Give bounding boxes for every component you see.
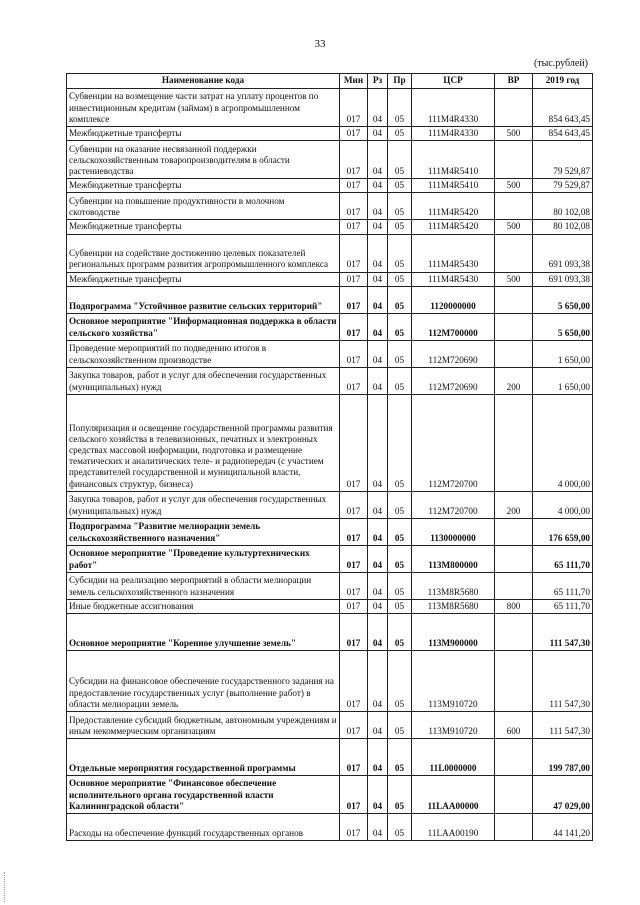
- cell-vr: [495, 518, 533, 545]
- cell-min: 017: [340, 286, 368, 313]
- cell-pr: 05: [388, 614, 412, 651]
- cell-min: 017: [340, 234, 368, 272]
- cell-csr: 111M4R5430: [412, 272, 495, 286]
- cell-vr: [495, 651, 533, 712]
- cell-rz: 04: [368, 272, 388, 286]
- cell-min: 017: [340, 651, 368, 712]
- cell-csr: 1120000000: [412, 286, 495, 313]
- table-row: [67, 545, 593, 572]
- cell-min: 017: [340, 193, 368, 220]
- cell-pr: 05: [388, 545, 412, 572]
- cell-amount: 44 141,20: [533, 814, 593, 841]
- table-row: [67, 614, 593, 651]
- cell-vr: 600: [495, 712, 533, 739]
- cell-rz: 04: [368, 179, 388, 193]
- table-row: [67, 340, 593, 367]
- cell-rz: 04: [368, 545, 388, 572]
- header-vr: ВР: [495, 74, 533, 89]
- cell-min: 017: [340, 179, 368, 193]
- cell-csr: 113M910720: [412, 651, 495, 712]
- cell-rz: 04: [368, 712, 388, 739]
- table-row: [67, 234, 593, 272]
- cell-pr: 05: [388, 394, 412, 491]
- cell-pr: 05: [388, 572, 412, 599]
- cell-vr: 800: [495, 599, 533, 613]
- cell-rz: 04: [368, 141, 388, 179]
- table-row: [67, 712, 593, 739]
- cell-min: 017: [340, 814, 368, 841]
- cell-amount: 65 111,70: [533, 572, 593, 599]
- cell-vr: [495, 340, 533, 367]
- cell-min: 017: [340, 340, 368, 367]
- cell-csr: 11LAA00000: [412, 776, 495, 814]
- cell-pr: 05: [388, 739, 412, 776]
- cell-rz: 04: [368, 127, 388, 141]
- cell-rz: 04: [368, 286, 388, 313]
- table-row: [67, 518, 593, 545]
- cell-min: 017: [340, 141, 368, 179]
- table-row: [67, 127, 593, 141]
- cell-csr: 11L0000000: [412, 739, 495, 776]
- cell-pr: 05: [388, 89, 412, 127]
- cell-rz: 04: [368, 814, 388, 841]
- cell-csr: 113M800000: [412, 545, 495, 572]
- table-row: [67, 776, 593, 814]
- cell-pr: 05: [388, 220, 412, 234]
- cell-csr: 111M4R4330: [412, 127, 495, 141]
- table-row: [67, 141, 593, 179]
- cell-rz: 04: [368, 89, 388, 127]
- cell-amount: 1 650,00: [533, 367, 593, 394]
- cell-amount: 5 650,00: [533, 286, 593, 313]
- cell-csr: 113M910720: [412, 712, 495, 739]
- cell-vr: [495, 141, 533, 179]
- table-row: [67, 651, 593, 712]
- header-csr: ЦСР: [412, 74, 495, 89]
- cell-csr: 113M8R5680: [412, 572, 495, 599]
- cell-vr: 200: [495, 367, 533, 394]
- budget-table: [66, 73, 593, 841]
- cell-vr: 200: [495, 491, 533, 518]
- cell-name: Межбюджетные трансферты: [67, 179, 340, 193]
- cell-min: 017: [340, 614, 368, 651]
- cell-pr: 05: [388, 651, 412, 712]
- cell-amount: 4 000,00: [533, 394, 593, 491]
- cell-min: 017: [340, 367, 368, 394]
- cell-min: 017: [340, 272, 368, 286]
- cell-csr: 111M4R5430: [412, 234, 495, 272]
- cell-amount: 80 102,08: [533, 220, 593, 234]
- cell-amount: 1 650,00: [533, 340, 593, 367]
- cell-rz: 04: [368, 340, 388, 367]
- table-row: [67, 599, 593, 613]
- cell-rz: 04: [368, 614, 388, 651]
- table-row: [67, 572, 593, 599]
- cell-min: 017: [340, 127, 368, 141]
- cell-min: 017: [340, 739, 368, 776]
- cell-csr: 11LAA00190: [412, 814, 495, 841]
- cell-name: Закупка товаров, работ и услуг для обеспечения государственных (муниципальных) нужд: [67, 367, 340, 394]
- page-number: 33: [314, 38, 326, 50]
- cell-name: Подпрограмма "Устойчивое развитие сельских территорий": [67, 286, 340, 313]
- cell-pr: 05: [388, 491, 412, 518]
- cell-csr: 113M900000: [412, 614, 495, 651]
- cell-amount: 691 093,38: [533, 234, 593, 272]
- cell-rz: 04: [368, 651, 388, 712]
- cell-csr: 111M4R5410: [412, 141, 495, 179]
- cell-name: Предоставление субсидий бюджетным, автономным учреждениям и иным некоммерческим организациям: [67, 712, 340, 739]
- cell-csr: 113M8R5680: [412, 599, 495, 613]
- cell-name: Субвенции на повышение продуктивности в молочном скотоводстве: [67, 193, 340, 220]
- scan-margin-marks: [4, 872, 7, 902]
- cell-csr: 112M720700: [412, 491, 495, 518]
- cell-vr: 500: [495, 179, 533, 193]
- cell-csr: 111M4R5420: [412, 193, 495, 220]
- cell-vr: 500: [495, 272, 533, 286]
- cell-vr: [495, 313, 533, 340]
- cell-pr: 05: [388, 712, 412, 739]
- cell-rz: 04: [368, 739, 388, 776]
- table-row: [67, 394, 593, 491]
- cell-pr: 05: [388, 814, 412, 841]
- cell-amount: 176 659,00: [533, 518, 593, 545]
- cell-rz: 04: [368, 367, 388, 394]
- cell-name: Закупка товаров, работ и услуг для обеспечения государственных (муниципальных) нужд: [67, 491, 340, 518]
- cell-pr: 05: [388, 179, 412, 193]
- cell-min: 017: [340, 89, 368, 127]
- cell-name: Основное мероприятие "Финансовое обеспечение исполнительного органа государственной власти Калининградской области": [67, 776, 340, 814]
- cell-pr: 05: [388, 313, 412, 340]
- cell-min: 017: [340, 572, 368, 599]
- cell-csr: 111M4R5410: [412, 179, 495, 193]
- cell-pr: 05: [388, 272, 412, 286]
- cell-csr: 112M700000: [412, 313, 495, 340]
- cell-pr: 05: [388, 234, 412, 272]
- cell-name: Проведение мероприятий по подведению итогов в сельскохозяйственном производстве: [67, 340, 340, 367]
- cell-name: Отдельные мероприятия государственной программы: [67, 739, 340, 776]
- cell-amount: 79 529,87: [533, 179, 593, 193]
- cell-amount: 4 000,00: [533, 491, 593, 518]
- cell-pr: 05: [388, 127, 412, 141]
- cell-rz: 04: [368, 234, 388, 272]
- cell-min: 017: [340, 599, 368, 613]
- cell-rz: 04: [368, 572, 388, 599]
- cell-rz: 04: [368, 776, 388, 814]
- cell-name: Основное мероприятие "Коренное улучшение земель": [67, 614, 340, 651]
- cell-pr: 05: [388, 141, 412, 179]
- table-row: [67, 89, 593, 127]
- cell-min: 017: [340, 545, 368, 572]
- cell-min: 017: [340, 220, 368, 234]
- cell-pr: 05: [388, 599, 412, 613]
- table-row: [67, 286, 593, 313]
- cell-name: Субвенции на возмещение части затрат на уплату процентов по инвестиционным кредитам (займам) в агропромышленном комплексе: [67, 89, 340, 127]
- cell-vr: [495, 814, 533, 841]
- cell-csr: 112M720690: [412, 340, 495, 367]
- cell-vr: [495, 286, 533, 313]
- cell-pr: 05: [388, 367, 412, 394]
- table-row: [67, 814, 593, 841]
- cell-vr: 500: [495, 127, 533, 141]
- cell-name: Субсидии на финансовое обеспечение государственного задания на предоставление государственных услуг (выполнение работ) в области мелиорации земель: [67, 651, 340, 712]
- table-row: [67, 220, 593, 234]
- cell-name: Межбюджетные трансферты: [67, 272, 340, 286]
- cell-rz: 04: [368, 394, 388, 491]
- cell-amount: 5 650,00: [533, 313, 593, 340]
- header-rz: Рз: [368, 74, 388, 89]
- cell-min: 017: [340, 394, 368, 491]
- cell-pr: 05: [388, 518, 412, 545]
- cell-name: Подпрограмма "Развитие мелиорации земель сельскохозяйственного назначения": [67, 518, 340, 545]
- cell-vr: [495, 739, 533, 776]
- table-row: [67, 739, 593, 776]
- cell-vr: [495, 572, 533, 599]
- cell-amount: 65 111,70: [533, 599, 593, 613]
- cell-amount: 80 102,08: [533, 193, 593, 220]
- cell-rz: 04: [368, 193, 388, 220]
- cell-name: Субвенции на оказание несвязанной поддержки сельскохозяйственным товаропроизводителям в области растениеводства: [67, 141, 340, 179]
- cell-name: Межбюджетные трансферты: [67, 127, 340, 141]
- cell-amount: 111 547,30: [533, 614, 593, 651]
- cell-pr: 05: [388, 193, 412, 220]
- header-min: Мин: [340, 74, 368, 89]
- cell-vr: [495, 614, 533, 651]
- cell-min: 017: [340, 776, 368, 814]
- cell-rz: 04: [368, 220, 388, 234]
- table-row: [67, 491, 593, 518]
- cell-name: Субвенции на содействие достижению целевых показателей региональных программ развития агропромышленного комплекса: [67, 234, 340, 272]
- cell-rz: 04: [368, 599, 388, 613]
- cell-vr: [495, 545, 533, 572]
- table-row: [67, 179, 593, 193]
- table-body: [67, 89, 593, 841]
- cell-name: Субсидии на реализацию мероприятий в области мелиорации земель сельскохозяйственного назначения: [67, 572, 340, 599]
- cell-pr: 05: [388, 776, 412, 814]
- cell-name: Иные бюджетные ассигнования: [67, 599, 340, 613]
- cell-vr: [495, 234, 533, 272]
- cell-csr: 111M4R4330: [412, 89, 495, 127]
- cell-amount: 199 787,00: [533, 739, 593, 776]
- table-row: [67, 272, 593, 286]
- cell-min: 017: [340, 712, 368, 739]
- cell-amount: 65 111,70: [533, 545, 593, 572]
- header-pr: Пр: [388, 74, 412, 89]
- cell-min: 017: [340, 518, 368, 545]
- cell-vr: 500: [495, 220, 533, 234]
- cell-amount: 691 093,38: [533, 272, 593, 286]
- cell-csr: 112M720690: [412, 367, 495, 394]
- cell-name: Основное мероприятие "Проведение культуртехнических работ": [67, 545, 340, 572]
- cell-name: Основное мероприятие "Информационная поддержка в области сельского хозяйства": [67, 313, 340, 340]
- cell-pr: 05: [388, 286, 412, 313]
- cell-amount: 79 529,87: [533, 141, 593, 179]
- cell-vr: [495, 394, 533, 491]
- cell-csr: 111M4R5420: [412, 220, 495, 234]
- cell-csr: 112M720700: [412, 394, 495, 491]
- cell-name: Межбюджетные трансферты: [67, 220, 340, 234]
- header-name: Наименование кода: [67, 74, 340, 89]
- cell-min: 017: [340, 313, 368, 340]
- table-row: [67, 313, 593, 340]
- cell-name: Популяризация и освещение государственной программы развития сельского хозяйства в телевизионных, печатных и электронных средствах массовой информации, подготовка и размещение тематических и аналитических теле- и радиопередач (с участием представителей государственной и муниципальной власти, финансовых структур, бизнеса): [67, 394, 340, 491]
- cell-vr: [495, 193, 533, 220]
- cell-pr: 05: [388, 340, 412, 367]
- cell-min: 017: [340, 491, 368, 518]
- cell-vr: [495, 776, 533, 814]
- table-row: [67, 193, 593, 220]
- units-label: (тыс.рублей): [533, 58, 588, 69]
- cell-vr: [495, 89, 533, 127]
- table-header-row: [67, 74, 593, 89]
- cell-rz: 04: [368, 491, 388, 518]
- table-row: [67, 367, 593, 394]
- cell-rz: 04: [368, 313, 388, 340]
- cell-amount: 854 643,45: [533, 127, 593, 141]
- cell-rz: 04: [368, 518, 388, 545]
- cell-amount: 47 029,00: [533, 776, 593, 814]
- cell-amount: 111 547,30: [533, 712, 593, 739]
- cell-amount: 111 547,30: [533, 651, 593, 712]
- header-year: 2019 год: [533, 74, 593, 89]
- cell-name: Расходы на обеспечение функций государственных органов: [67, 814, 340, 841]
- cell-csr: 1130000000: [412, 518, 495, 545]
- cell-amount: 854 643,45: [533, 89, 593, 127]
